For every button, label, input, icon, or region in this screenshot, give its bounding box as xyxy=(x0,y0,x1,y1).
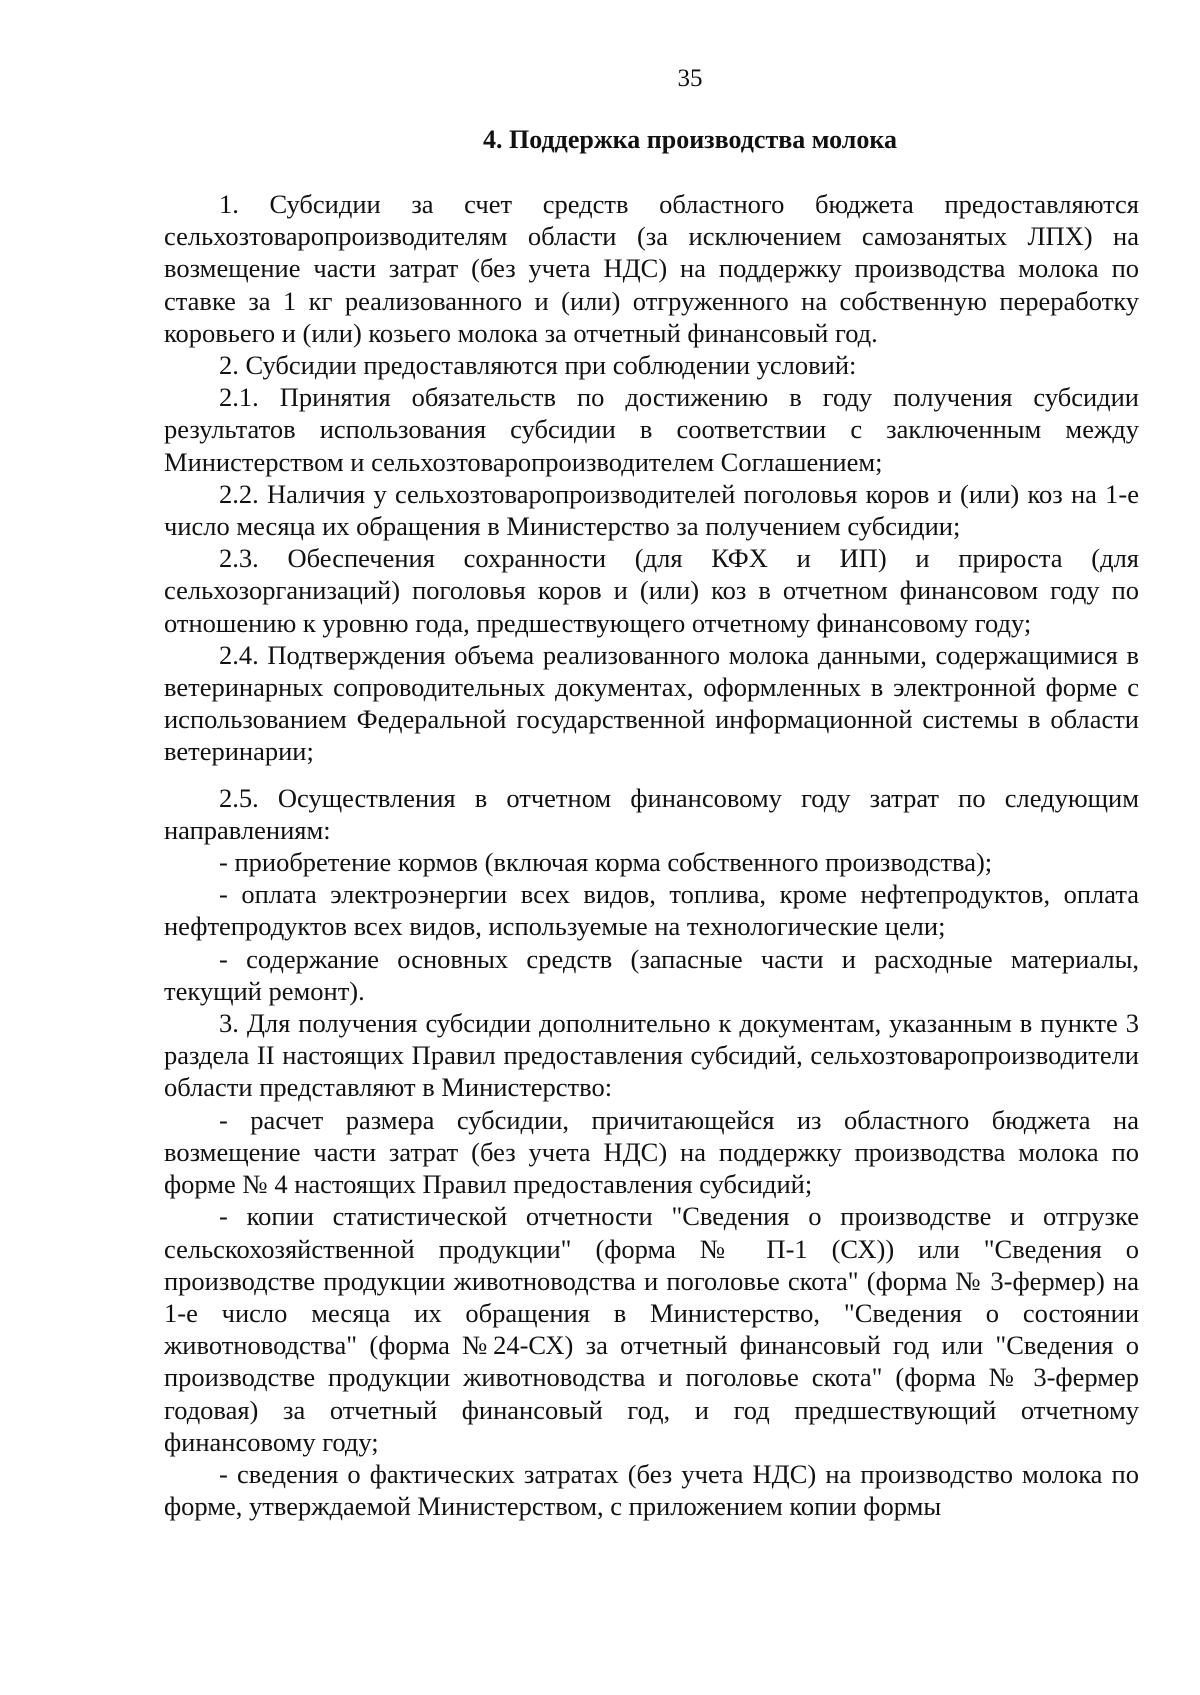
paragraph-1: 1. Субсидии за счет средств областного бюджета предоставляются сельхозтоваропроизводителям области (за исключением самозанятых ЛПХ) на возмещение части затрат (без учета НДС) на поддержку производства молока по ставке за 1 кг реализованного и (или) отгруженного на собственную переработку коровьего и (или) козьего молока за отчетный финансовый год. xyxy=(164,189,1139,348)
paragraph-2-1: 2.1. Принятия обязательств по достижению в году получения субсидии результатов использования субсидии в соответствии с заключенным между Министерством и сельхозтоваропроизводителем Соглашением; xyxy=(164,382,1139,477)
list-item-maintenance: - содержание основных средств (запасные части и расходные материалы, текущий ремонт). xyxy=(164,943,1139,1006)
paragraph-2-5: 2.5. Осуществления в отчетном финансовому году затрат по следующим направлениям: xyxy=(164,782,1139,845)
page-number: 35 xyxy=(677,65,703,92)
paragraph-2: 2. Субсидии предоставляются при соблюдении условий: xyxy=(219,350,857,381)
document-body xyxy=(164,188,1139,1522)
list-item-feed: - приобретение кормов (включая корма собственного производства); xyxy=(219,847,993,878)
section-title: 4. Поддержка производства молока xyxy=(483,125,897,154)
list-item-energy: - оплата электроэнергии всех видов, топлива, кроме нефтепродуктов, оплата нефтепродуктов всех видов, используемые на технологические цели; xyxy=(164,879,1139,942)
paragraph-2-2: 2.2. Наличия у сельхозтоваропроизводителей поголовья коров и (или) коз на 1-е число месяца их обращения в Министерство за получением субсидии; xyxy=(164,478,1139,542)
list-item-statistics: - копии статистической отчетности "Сведения о производстве и отгрузке сельскохозяйственной продукции" (форма № П-1 (СХ)) или "Сведения о производстве продукции животноводства и поголовье скота" (форма № 3-фермер) на 1-е число месяца их обращения в Министерство, "Сведения о состоянии животноводства" (форма №24-СХ) за отчетный финансовый год или "Сведения о производстве продукции животноводства и поголовье скота" (форма № 3-фермер годовая) за отчетный финансовый год, и год предшествующий отчетному финансовому году; xyxy=(164,1201,1139,1457)
paragraph-2-4: 2.4. Подтверждения объема реализованного молока данными, содержащимися в ветеринарных сопроводительных документах, оформленных в электронной форме с использованием Федеральной государственной информационной системы в области ветеринарии; xyxy=(164,639,1139,767)
list-item-costs: - сведения о фактических затратах (без учета НДС) на производство молока по форме, утверждаемой Министерством, с приложением копии формы xyxy=(164,1458,1139,1522)
paragraph-3: 3. Для получения субсидии дополнительно к документам, указанным в пункте 3 раздела II настоящих Правил предоставления субсидий, сельхозтоваропроизводители области представляют в Министерство: xyxy=(164,1008,1139,1103)
paragraph-2-3: 2.3. Обеспечения сохранности (для КФХ и ИП) и прироста (для сельхозорганизаций) поголовья коров и (или) коз в отчетном финансовом году по отношению к уровню года, предшествующего отчетному финансовому году; xyxy=(164,543,1139,638)
list-item-calculation: - расчет размера субсидии, причитающейся из областного бюджета на возмещение части затрат (без учета НДС) на поддержку производства молока по форме № 4 настоящих Правил предоставления субсидий; xyxy=(164,1104,1139,1200)
